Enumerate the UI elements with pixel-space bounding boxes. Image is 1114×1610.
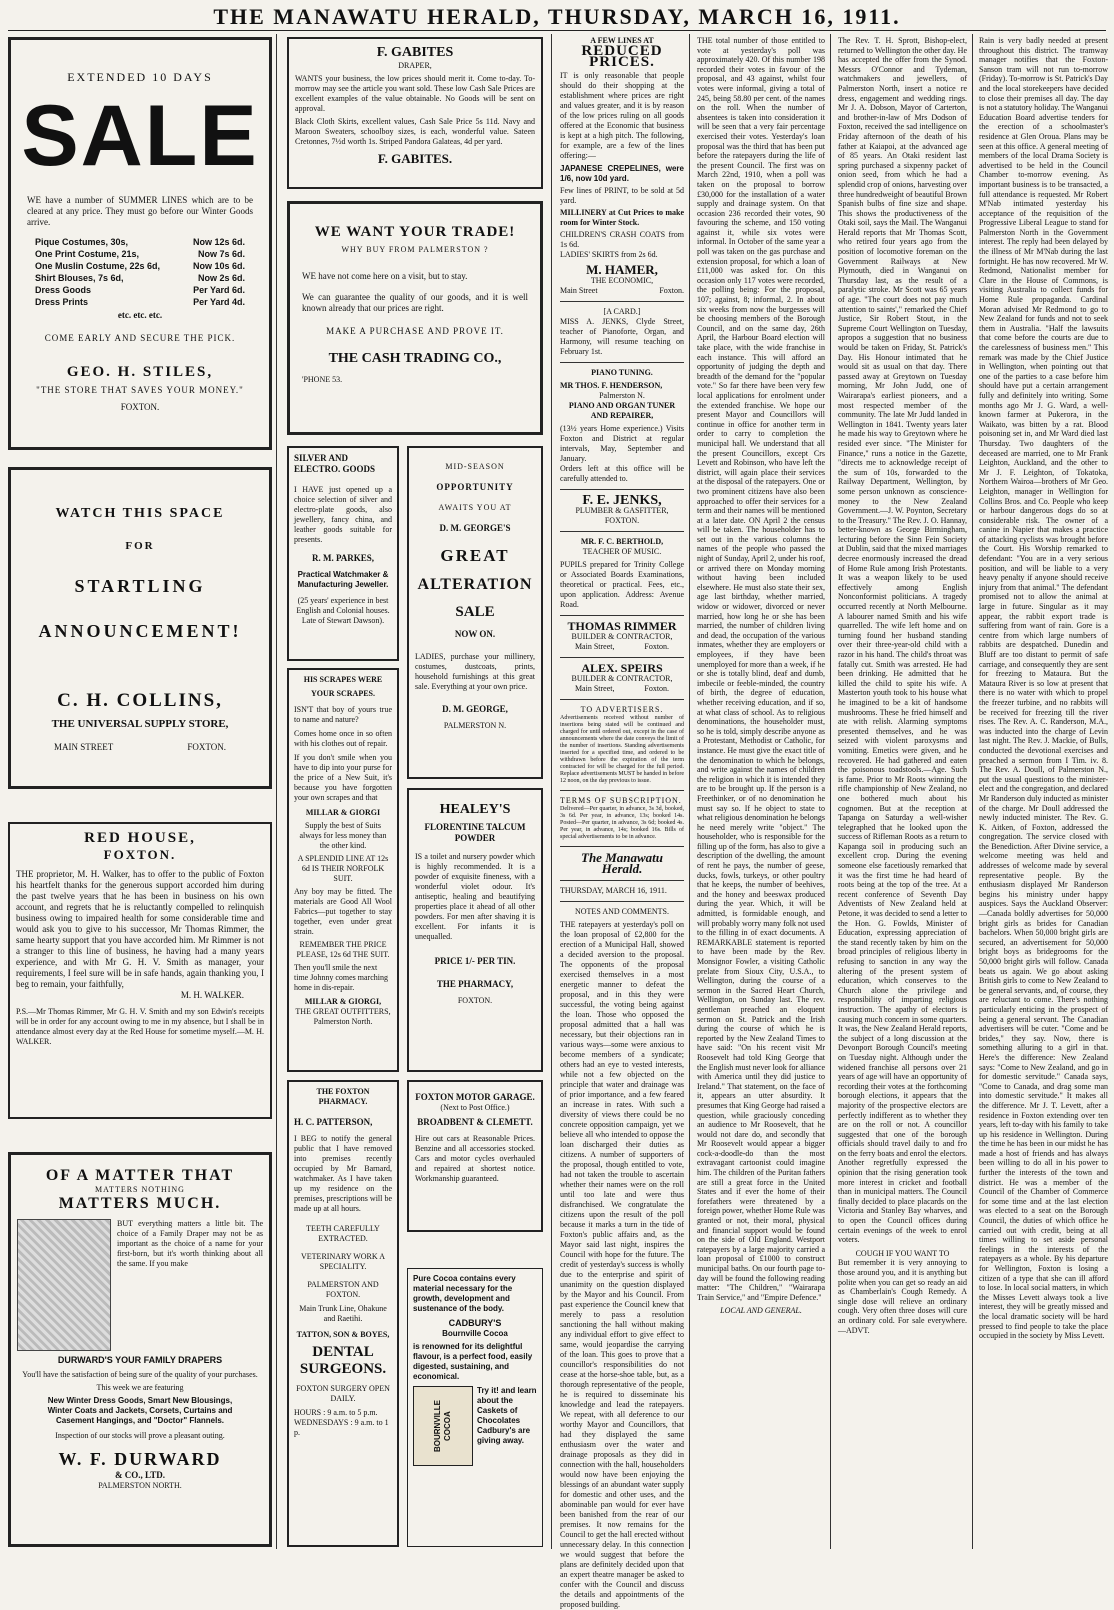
red-house-town: FOXTON. [103, 847, 177, 862]
masthead: THE MANAWATU HERALD, THURSDAY, MARCH 16, 1911. [213, 4, 901, 29]
speirs-street: Main Street, [574, 684, 615, 694]
millar-then: Then you'll smile the next time Johnny comes marching home in dis-repair. [294, 963, 388, 992]
george-alteration: ALTERATION [417, 576, 533, 593]
george-opp: OPPORTUNITY [436, 482, 514, 492]
price-row [35, 296, 245, 308]
millar-body2: Comes home once in so often with his clothes out of repair. [294, 729, 392, 748]
durward-featuring: This week we are featuring [96, 1383, 184, 1392]
gabites-name: F. GABITES [376, 45, 454, 60]
column-divider [551, 34, 552, 1549]
george-town: PALMERSTON N. [443, 721, 507, 730]
speirs-address [560, 684, 684, 694]
piano-title: PIANO TUNING. [591, 367, 653, 377]
cash-name: THE CASH TRADING CO., [328, 351, 502, 366]
paper-nameplate: The Manawatu Herald. [581, 850, 663, 877]
rimmer-address [560, 642, 684, 652]
red-house-ps: P.S.—Mr Thomas Rimmer, Mr G. H. V. Smith and my son Edwin's receipts will be in order for any account owing to me in my absence, but I shall be in attendance almost every day at the Red House for sometime myself.—M. H. WALKER. [16, 1007, 264, 1046]
separator [560, 657, 684, 658]
speirs-name: ALEX. SPEIRS [581, 661, 663, 676]
hamer-town: Foxton. [659, 285, 684, 295]
separator [560, 790, 684, 791]
separator [560, 531, 684, 532]
collins-for: FOR [125, 540, 155, 552]
durward-goods: New Winter Dress Goods, Smart New Blousings, Winter Coats and Jackets, Corsets, Curtains and Casement Hangings, and "Doctor" Flannels. [47, 1396, 233, 1425]
hamer-address [560, 286, 684, 296]
millar-name2: MILLAR & GIORGI, [304, 997, 382, 1006]
separator [560, 846, 684, 847]
collins-announcement: ANNOUNCEMENT! [38, 621, 242, 641]
motor-next: (Next to Post Office.) [440, 1103, 510, 1112]
parkes-trade: Practical Watchmaker & Manufacturing Jeweller. [297, 570, 389, 589]
george-now: NOW ON. [454, 629, 496, 639]
dental-name: TATTON, SON & BOYES, [296, 1330, 390, 1339]
cash-phone: 'PHONE 53. [302, 375, 343, 384]
reduced-print: Few lines of PRINT, to be sold at 5d yard. [560, 186, 684, 206]
item-name: Dress Goods [35, 285, 92, 295]
piano-orders: Orders left at this office will be carefully attended to. [560, 463, 684, 483]
piano-name: MR THOS. F. HENDERSON, [560, 380, 663, 390]
healey-pharm: THE PHARMACY, [436, 979, 514, 989]
item-name: Dress Prints [35, 297, 89, 307]
durward-body: BUT everything matters a little bit. The choice of a Family Draper may not be as important as the choice of a name for your first-born, but it's worth thinking about all the same. If you make [117, 1219, 263, 1268]
dental-teeth: TEETH CAREFULLY EXTRACTED. [306, 1224, 380, 1243]
millar-body: ISN'T that boy of yours true to name and nature? [294, 705, 392, 724]
healey-sub: FLORENTINE TALCUM POWDER [424, 822, 526, 843]
gabites-trade: DRAPER, [398, 61, 432, 70]
cough-heading: COUGH IF YOU WANT TO [855, 1248, 950, 1258]
price-row [35, 272, 245, 284]
item-price: Now 2s 6d. [197, 273, 245, 283]
parkes-title: SILVER AND ELECTRO. GOODS [294, 453, 376, 474]
reduced-title: REDUCED PRICES. [581, 43, 663, 71]
collins-street: MAIN STREET [54, 742, 114, 752]
cash-body: WE have not come here on a visit, but to stay. [302, 271, 468, 281]
collins-watch: WATCH THIS SPACE [55, 506, 225, 521]
rimmer-trade: BUILDER & CONTRACTOR, [571, 632, 673, 642]
column-5 [838, 36, 967, 1548]
millar-remember: REMEMBER THE PRICE PLEASE, 12s 6d THE SUIT. [296, 940, 390, 959]
dental-surgeons: SURGEONS. [299, 1361, 387, 1377]
collins-address [17, 742, 263, 753]
ad-healey [407, 788, 543, 1072]
cash-make: MAKE A PURCHASE AND PROVE IT. [326, 326, 504, 336]
cash-title: WE WANT YOUR TRADE! [314, 224, 516, 240]
hamer-economic: THE ECONOMIC, [590, 275, 654, 285]
advertisers-body: Advertisements received without number of insertions being stated will be continued and charged for until ordered out, except in the case of announcements where the date conveys the limit of the number of insertions. Standing advertisements inserted for a specified time, and ordered to be withdrawn before the expiration of the term contracted for will be charged for the full period. Replace advertisements MUST be handed in before 12 noon, on the day previous to issue. [560, 715, 684, 785]
millar-body3: If you don't smile when you have to dip into your purse for the price of a New Suit, it's because you have forgotten your own scrapes and that [294, 753, 392, 802]
separator [560, 901, 684, 902]
durward-family: DURWARD'S YOUR FAMILY DRAPERS [57, 1355, 223, 1365]
berthold-name: MR. F. C. BERTHOLD, [580, 536, 664, 546]
price-row [35, 248, 245, 260]
millar-town: Palmerston North. [313, 1017, 373, 1026]
ad-patterson-dental [287, 1080, 399, 1547]
ad-cadbury [407, 1268, 543, 1547]
item-name: One Muslin Costume, 22s 6d, [35, 261, 161, 271]
piano-town: Palmerston N. [599, 390, 645, 400]
cocoa-tin-illustration [413, 1386, 473, 1466]
cadbury-renowned: is renowned for its delightful flavour, is a perfect food, easily digested, sustaining, and economical. [413, 1342, 533, 1381]
george-name: D. M. GEORGE, [442, 704, 508, 714]
column-divider [276, 34, 277, 1549]
paper-date: THURSDAY, MARCH 16, 1911. [560, 885, 667, 895]
durward-town: PALMERSTON NORTH. [98, 1481, 182, 1490]
sale-heading: SALE [21, 88, 259, 184]
dental-wed: WEDNESDAYS : 9 a.m. to 1 p. [294, 1418, 389, 1437]
ad-motor-garage [407, 1080, 543, 1232]
motor-body: Hire out cars at Reasonable Prices. Benzine and all accessories stocked. Cars and motor cycles overhauled and repaired at shortest notice. Workmanship guaranteed. [415, 1134, 535, 1183]
collins-startling: STARTLING [74, 576, 206, 596]
separator [560, 362, 684, 363]
millar-title: HIS SCRAPES WERE [303, 675, 383, 684]
ad-cash-trading [287, 201, 543, 435]
millar-any: Any boy may be fitted. The materials are Good All Wool Fabrics—put together to stay together, even under great strain. [294, 887, 392, 936]
collins-name: C. H. COLLINS, [57, 690, 223, 711]
separator [560, 301, 684, 302]
notes-heading: NOTES AND COMMENTS. [574, 906, 669, 916]
cadbury-bottom [413, 1386, 537, 1466]
stiles-intro: WE have a number of SUMMER LINES which are to be cleared at any price. They must go before our Winter Goods arrive. [27, 195, 253, 227]
red-house-title: RED HOUSE, [84, 830, 196, 846]
dental-vet: VETERINARY WORK A SPECIALITY. [301, 1252, 385, 1271]
speirs-town: Foxton. [644, 684, 670, 694]
item-name: One Print Costume, 21s, [35, 249, 140, 259]
cadbury-try: Try it! and learn about the Caskets of Chocolates Cadbury's are giving away. [477, 1386, 537, 1445]
column-4-text: THE total number of those entitled to vote at yesterday's poll was approximately 420. Of this number 198 recorded their votes in favour of the proposal, and 43 against, whilst four votes were informal, giving a total of 245, being 58.80 per cent. of the names on the roll. When the number of absentees is taken into consideration it will be seen that a very fair percentage exercised their votes. Yesterday's loan proposal was the third that has been put before the ratepayers during the life of the present Council. The first was on March 22nd, 1910, when a poll was taken on the proposal to borrow £30,000 for the installation of a water supply and drainage system. On that occasion 236 recorded their votes, 90 favouring the scheme, and 150 voting against it, while six votes were informal. In October of the same year a poll was taken on the gas purchase and extension proposal, for which a loan of £11,000 was asked for. On this occasion only 117 votes were recorded, the polling being: For the proposal, 107; against, 8; informal, 2. In about six weeks from now the burgesses will be choosing members of the Borough Council, and on the same day, 26th April, the Harbour Board election will take place, with the wide franchise in each instance. This will afford an opportunity of judging the depth and breadth of the demand for the "popular vote." So far there have been very few local applications for enrolment under the extended franchise. We hope our present Mayor and Councillors will continue in office for another term in order to carry to completion the municipal hall. We understand that all the present Councillors, except Crs Levett and Robinson, who have left the district, will again place their services at the disposal of the ratepayers. One or two prominent citizens have also been approached to offer their services for a term and their names will be mentioned at a later date. ON April 2 the census will be taken. The householder has to set out in the various columns the names of the people who passed the night of Sunday, April 2, under his roof, or arrived there on Monday morning without having been included elsewhere. He must also state their sex, age last birthday, whether married, widow or widower, divorced or never married, how long he or she has been married, the number of children living and dead, the occupation of the various inmates, whether they are employers or employees, if they have been unemployed for more than a week, if he or she is totally blind, deaf and dumb, imbecile or feeble-minded, the country of birth, the degree of education, whether receiving education, and if so, at what class of school. As to religious denominations, the householder must, so he is told, simply describe anyone as a Protestant, Methodist or Catholic, for instance. He must give the exact title of the denomination to which he belongs, and write against the names of children the religion in which it is intended they are to be brought up. If the person is a Freethinker, or of no denomination he must say so. If he object to state to what religious denomination he belongs he need merely write "object." The householder, who is responsible for the filling up of the form, has also to give a description of the dwelling, the amount of rent he pays, the number of geese, ducks, fowls, turkeys, or other poultry that he keeps, the number of beehives, and the honey and beeswax produced during the year. Which, it will be admitted, is formidable enough, and will probably worry many folk not used to the filling in of exact documents. A REMARKABLE statement is reported to have been made by the Rev. Monsignor Fowler, a visiting Catholic prelate from Sioux City, U.S.A., to Wellington, during the course of a sermon in the Sacred Heart Church, Wellington, on Sunday last. The rev. gentleman preached an eloquent sermon on St. Patrick and the Irish during the course of which he is reported by the New Zealand Times to have said: "On his recent visit Mr Roosevelt had told King George that the English must never look for alliance with America until they did justice to Ireland." That statement, on the face of it, appears an utter absurdity. It presumes that King George had raised a question, while graciously conceding an audience to Mr Roosevelt, that he would not dare do, and secondly that Mr Roosevelt would appear a bigger cock-a-doodle-do than the most extravagant cartoonist could imagine him. The children of the Puritan fathers are still a great force in the United States and if ever the home of their forefathers were threatened by a foreign power, whether Home Rule was granted or not, their moral, physical and financial support would be found on the side of Old England. Westport ratepayers by a large majority carried a loan proposal of £1000 to construct municipal baths. On our fourth page to-day will be found the following reading matter: "The Children," "Wairarapa Train Service," and "Empire Defence." [697, 36, 825, 1302]
ad-parkes [287, 446, 399, 661]
tin-label: BOURNVILLE COCOA [433, 1400, 452, 1452]
stiles-come-early: COME EARLY AND SECURE THE PICK. [44, 333, 236, 343]
gabites-sign: F. GABITES. [377, 151, 453, 166]
extended-heading: EXTENDED 10 DAYS [67, 70, 213, 84]
speirs-trade: BUILDER & CONTRACTOR, [571, 674, 673, 684]
subscription-title: TERMS OF SUBSCRIPTION. [560, 796, 682, 806]
cadbury-name: CADBURY'S [448, 1318, 502, 1328]
reduced-crep: JAPANESE CREPELINES, were 1/6, now 10d yard. [560, 164, 684, 184]
fejenks-name: F. E. JENKS, [582, 492, 662, 508]
george-sale: SALE [455, 604, 495, 620]
gabites-body2: Black Cloth Skirts, excellent values, Cash Sale Price 5s 11d. Navy and Maroon Sweaters, schoolboy sizes, is each, wonderful value. Sateen Cretonnes, 7½d worth 1s. Striped Pandora Galateas, 4d per yard. [295, 117, 535, 146]
cadbury-bourn: Bournville Cocoa [442, 1329, 508, 1338]
item-price: Per Yard 6d. [193, 285, 245, 295]
separator [560, 489, 684, 490]
reduced-few: A FEW LINES AT [590, 36, 654, 45]
rimmer-town: Foxton. [644, 642, 670, 652]
item-price: Now 10s 6d. [192, 261, 245, 271]
healey-price: PRICE 1/- PER TIN. [434, 956, 516, 966]
patterson-pharm: THE FOXTON PHARMACY. [316, 1087, 370, 1106]
durward-title: OF A MATTER THAT [45, 1167, 235, 1184]
berthold-trade: TEACHER OF MUSIC. [582, 546, 662, 556]
motor-name: BROADBENT & CLEMETT. [417, 1117, 533, 1127]
column-divider [972, 34, 973, 1549]
dental-open: FOXTON SURGERY OPEN DAILY. [296, 1384, 390, 1403]
stiles-name: GEO. H. STILES, [66, 364, 214, 380]
subscription-body: Delivered—Per quarter, in advance, 3s 3d, booked, 3s 6d. Per year, in advance, 13s; booked 14s. Posted—Per quarter, in advance, 3s 6d; booked 4s. Per year, in advance, 14s; booked 16s. Bills of special advertisements to be in advance. [560, 806, 684, 841]
column-divider [689, 34, 690, 1549]
collins-store: THE UNIVERSAL SUPPLY STORE, [51, 718, 229, 730]
healey-title: HEALEY'S [439, 802, 511, 817]
berthold-body: PUPILS prepared for Trinity College or Associated Boards Examinations, theoretical or practical. Fees, etc., upon application. Address: Avenue Road. [560, 559, 684, 609]
dental-hours: HOURS : 9 a.m. to 5 p.m. [294, 1408, 378, 1417]
collins-town: FOXTON. [187, 742, 226, 752]
item-name: Pique Costumes, 30s, [35, 237, 129, 247]
item-price: Now 7s 6d. [197, 249, 245, 259]
column-3 [560, 36, 684, 1609]
ad-red-house [8, 822, 272, 1119]
rimmer-name: THOMAS RIMMER [567, 618, 677, 633]
dental-line: Main Trunk Line, Ohakune and Raetihi. [299, 1304, 387, 1323]
parkes-body: I HAVE just opened up a choice selection of silver and electro-plate goods, also jewellery, fancy china, and leather goods suitable for presents. [294, 485, 392, 544]
piano-body: (13½ years Home experience.) Visits Foxton and District at regular intervals, May, September and January. [560, 423, 684, 463]
fejenks-trade: PLUMBER & GASFITTER, [575, 505, 669, 515]
stiles-slogan: "THE STORE THAT SAVES YOUR MONEY." [36, 385, 244, 395]
george-body: LADIES, purchase your millinery, costumes, dustcoats, prints, household furnishings at this great sale. Everything at your own price. [415, 652, 535, 691]
red-house-body: THE proprietor, M. H. Walker, has to offer to the public of Foxton his heartfelt thanks for the generous support accorded him during the past twelve years that he has been in business on his own account, and regrets that he is reluctantly compelled to relinquish business owing to impaired health for some considerable time and would ask you to give to his successor, Mr Thomas Rimmer, the same hearty support that you have accorded him. Mr Rimmer is not a stranger to this line of business, he having had a many years experience, and with Mr G. H. V. Smith as manager, your requirements, I feel sure will be in safe hands, again thanking you, I beg to remain, your faithfully, [16, 869, 264, 989]
reduced-mill: MILLINERY at Cut Prices to make room for Winter Stock. [560, 208, 684, 228]
reduced-ladies: LADIES' SKIRTS from 2s 6d. [560, 250, 658, 260]
durward-sub: MATTERS NOTHING [95, 1185, 185, 1194]
healey-body: IS a toilet and nursery powder which is highly recommended. It is a powder of exquisite fineness, with a wonderful violet odour. It's antiseptic, healing and beautifying properties place it ahead of all other powders. For men after shaving it is excellent. For infants it is unequalled. [415, 852, 535, 941]
jenks-card-body: MISS A. JENKS, Clyde Street, teacher of Pianoforte, Organ, and Harmony, will resume teaching on February 1st. [560, 316, 684, 356]
jenks-card-label: [A CARD.] [603, 306, 641, 316]
cash-sub: WHY BUY FROM PALMERSTON ? [341, 245, 489, 254]
motor-title: FOXTON MOTOR GARAGE. [415, 1092, 535, 1102]
column-5-text: The Rev. T. H. Sprott, Bishop-elect, returned to Wellington the other day. He has accepted the offer from the Synod. Messrs O'Connor and Tydeman, watchmakers and jewellers, of Palmerston North, insert a notice re dress, engagement and wedding rings. Mr J. A. Dobson, Mayor of Carterton, and brother-in-law of Mrs Dodson of Foxton, received the sad intelligence on Friday afternoon of the death of his father at Kaiapoi, at the advanced age of 85 years. An Otaki resident last spring purchased a sixpenny packet of onion seed, from which he had a splendid crop of onions, harvesting over three hundredweight of beautiful Brown Spanish bulbs of fine size and shape. This shows the productiveness of the Otaki soil, says the Mail. The Wanganui Herald reports that Mr Thomas Scott, who retired four years ago from the position of locomotive foreman on the Government Railways at New Plymouth, died in Wanganui on Thursday last, as the result of a paralytic stroke. Mr Scott was 65 years of age. "The court does not pay much attention to saints'," remarked the Chief Justice, Sir Robert Stout, in the Supreme Court Wellington on Tuesday, apropos a suggestion that no business would be taken on Friday, St. Patrick's Day. His Honour intimated that he would sit as usual on that day. There passed away at Greytown on Tuesday morning, Mr John Judd, one of Wairarapa's earliest pioneers, and a most respected member of the community. The late Mr Judd landed in Wellington in 1841. Twenty years later he made his way to Greytown where he resided ever since. "The Minister for Finance," runs a notice in the Gazette, "directs me to acknowledge receipt of the sum of 10s, forwarded to the Railway Department, Wellington, by some person unknown as conscience-money to the New Zealand Government.—J. W. Poynton, Secretary to the Treasury." The Rev. J. O. Hannay, better-known as George Birmingham, lecturing before the Sinn Fein Society at Dublin, said that the mixed marriages decree enormously increased the dread of Home Rule among Irish Protestants. It was a weapon likely to be used effectively among English Nonconformist politicians. A tragedy occurred recently at North Melbourne. A labourer named Smith and his wife quarrelled. The wife left home and on turning found her husband standing over their three-year-old child with a razor in his hand. The child's throat was fatally cut. Smith was arrested. He had been drinking. He admitted that he killed the child to spite his wife. A Masterton youth took to his house what he imagined to be a kit of handsome mushrooms. These he fried himself and ate with relish. Alarming symptoms presented themselves, and he was seized with violent paroxysms and vomiting. Emetics were given, and he recovered. He had gathered and eaten the poisonous toadstools.—Age. Such is fame. Prior to Mr Roots winning the rifle championship of New Zealand, no one bothered much about his cognomen. But at the reception at Tapanga on Saturday a well-wisher telegraphed that he looked upon the success of Rifleman Roots as a return to Kapanga soil in producing such an excellent crop. During the evening someone else facetiously remarked that it was the first time he had heard of roots being at the top of the tree. At a recent conference of Seventh Day Adventists of New Zealand held at Petone, it was decided to send a letter to the Hon. G. Fowlds, Minister of Education, expressing appreciation of the stand recently taken by him on the broad principles of religious liberty in refusing to sanction in any way the altering of the present system of education, which conserves to the Church alone the privilege and responsibility of imparting religious instruction. The apathy of electors is causing much concern in some quarters. It was, the New Zealand Herald reports, the subject of a long discussion at the Devonport Borough Council's meeting on Tuesday night. Although under the widened franchise all persons over 21 years of age will have an opportunity of recording their votes at the forthcoming borough elections, it appears that the majority of the prospective electors are perfectly indifferent as to whether they are on the roll or not. A councillor suggested that one of the borough officials should travel daily to and fro on the ferry boats and enrol the electors. Another regretfully expressed the opinion that the rising generation took more interest in cricket and football than in municipal matters. The Council finally decided to place placards on the Victoria and Stanley Bay wharves, and to open the Council offices during certain evenings of the week to enrol voters. [838, 36, 967, 1245]
piano-trade: PIANO AND ORGAN TUNER AND REPAIRER, [568, 400, 676, 420]
price-row [35, 284, 245, 296]
durward-inspect: Inspection of our stocks will prove a pleasant outing. [55, 1431, 225, 1440]
local-general-heading: LOCAL AND GENERAL. [720, 1306, 802, 1316]
george-mid: MID-SEASON [445, 462, 505, 471]
price-row [35, 236, 245, 248]
advertisers-title: TO ADVERTISERS. [580, 705, 664, 715]
millar-outfit: THE GREAT OUTFITTERS, [295, 1007, 391, 1016]
millar-title2: YOUR SCRAPES. [310, 689, 375, 698]
stiles-etc: etc. etc. etc. [117, 310, 163, 320]
healey-town: FOXTON. [457, 996, 493, 1005]
george-dm: D. M. GEORGE'S [439, 523, 511, 533]
millar-name: MILLAR & GIORGI [305, 808, 381, 817]
durward-name: W. F. DURWARD [58, 1449, 222, 1469]
patterson-name: H. C. PATTERSON, [294, 1117, 373, 1127]
durward-body2: You'll have the satisfaction of being sure of the quality of your purchases. [22, 1370, 258, 1379]
ad-millar-giorgi [287, 668, 399, 1072]
column-divider [830, 34, 831, 1549]
parkes-exp: (25 years' experience in best English and Colonial houses. Late of Stewart Dawson). [296, 596, 390, 625]
item-price: Per Yard 4d. [193, 297, 245, 307]
ad-george [407, 446, 543, 779]
hamer-name: M. HAMER, [586, 262, 658, 278]
ad-durward [8, 1152, 272, 1547]
durward-title2: MATTERS MUCH. [58, 1195, 222, 1212]
dental-title: DENTAL [312, 1344, 374, 1360]
millar-splendid: A SPLENDID LINE AT 12s 6d IS THEIR NORFOLK SUIT. [297, 854, 389, 883]
item-price: Now 12s 6d. [192, 237, 245, 247]
parkes-name: R. M. PARKES, [311, 553, 375, 563]
stiles-town: FOXTON. [120, 402, 160, 412]
separator [560, 615, 684, 616]
reduced-childs: CHILDREN'S CRASH COATS from 1s 6d. [560, 230, 684, 250]
column-6 [979, 36, 1108, 1548]
fejenks-town: FOXTON. [604, 515, 640, 525]
column-6-text: Rain is very badly needed at present throughout this district. The tramway manager notifies that the Foxton-Sanson tram will not run to-morrow (Friday). To-morrow is St. Patrick's Day and the local storekeepers have decided to close their premises all day. The day is not a statutory holiday. The Wanganui Education Board advertise tenders for the erection of a schoolmaster's residence at Glen Oroua. Plans may be seen at this office. A general meeting of members of the local Drama Society is advertised to be held in the Council Chamber to-morrow evening. As important business is to be transacted, a full attendance is requested. Mr Robert M'Nab intimated yesterday his acceptance of the requisition of the Progressive Liberal League to stand for Palmerston North in the Government interest. The reply had been delayed by the illness of Mr M'Nab during the last fortnight. He has now recovered. Mr W. Redmond, Nationalist member for Clare in the House of Commons, is visiting Australia to collect funds for Home Rule propaganda. Cardinal Moran advised Mr Redmond to go to New Zealand for funds and not to seek them in Australia. "Half the lawsuits that come before the courts are due to the carelessness of business men." This remark was made by the Chief Justice in Wellington, when pointing out that one of the parties to a case before him should have put a certain arrangement fully and definitely into writing. Some months ago Mr J. G. Ward, a well-known farmer at Pukerora, in the Waikato, was bitten by a rat. Blood poisoning set in, and Mr Ward died last Thursday. Two daughters of the deceased are married, one to Mr Frank Leighton, Auckland, and the other to Mr J. F. Leighton, of Tokatoka, Northern Wairoa—brothers of Mr Geo. Leighton, manager in Wellington for Collins Bros. and Co. People who keep or harbour dangerous dogs do so at considerable risk. The owner of a canine in Napier that makes a practice of attacking cyclists was brought before the Court. His Worship remarked to defendant: "You are in a very serious position, and will be liable to a very heavy penalty if anyone should receive injury from that animal." The defendant promised not to allow the animal at large in future. Singular as it may appear, the rabbit export trade is suffering from want of rain. Gore is a centre from which large numbers of rabbits are despatched. Dunedin and Bluff are too distant to permit of safe carriage, and consequently they are sent for freezing to Mataura. But the Mataura River is so low at present that there is no water with which to propel the freezer turbine, and no rabbits will be received for freezing till the river rises. The Rev. A. C. Randerson, M.A., was inducted into the charge of Levin last night. The Rev. J. Mackie, of Bulls, conducted the devotional exercises and preached a sermon from I Tim. iv. 8. The Rev. A. Doull, of Palmerston N., put the usual questions to the minister-elect and the congregation, and declared Mr Randerson duly inducted as minister of the charge. Mr Doull addressed the newly inducted minister. The Rev. G. K. Aitken, of Foxton, addressed the congregation. The service closed with the Benediction. After Divine service, a welcome meeting was held and addresses of welcome made by several representative people. By the enthusiasm displayed Mr Randerson begins his ministry under happy auspices. Says the Auckland Observer:—Canada boldly advertises for 50,000 bright girls as brides for Canadian bachelors. When 50,000 bright girls are secured, an advertisement for 50,000 bright boys as bridegrooms for the 50,000 bright girls will follow. Canada beats us again. We go about asking British girls to come to New Zealand to be general servants, and, of course, they are reluctant to come. There's nothing particularly enticing in the prospect of being a general servant. The Canadian advertisers will be cuter. "Come and be brides," they say. Now, there is something alluring to a girl in that. Here's the difference: New Zealand says: "Come to New Zealand, and go in for domestic servitude." Canada says, "Come to Canada, and drag some man into domestic servitude." It makes all the difference. Mr J. T. Levett, after a residence in Foxton extending over ten years, left to-day with his family to take up his residence in Wellington. During the time he has been in our midst he has made a host of friends and has always been willing to do all in his power to further the interests of the town and district. He was a member of the Council of the Chamber of Commerce for some time and at the last election was elected to a seat on the Borough Council, the duties of which office he carried out with credit, being at all times willing to set aside personal feelings in the interests of the ratepayers as a whole. By his departure for Wellington, Foxton is losing a citizen of a type that she can ill afford to lose. In local social matters, in which the Misses Levett always took a live interest, they will be greatly missed and the local dramatic society will be hard pressed to find people to take the place occupied in the society by Miss Levett. [979, 36, 1108, 1341]
masthead-rule [8, 30, 1106, 31]
rimmer-street: Main Street, [574, 642, 615, 652]
notes-article: THE ratepayers at yesterday's poll on the loan proposal of £2,800 for the erection of a Municipal Hall, showed a decided aversion to the proposal. The opponents of the proposal exercised themselves in a most energetic manner to defeat the proposal, and in this they were successful, the voting being against the loan. Those who opposed the proposal admitted that a hall was necessary, but their objections ran in various ways—some were anxious to become members of a syndicate; others had an eye to vested interests, while not a few objected on the principle that water and drainage was of prior importance, and a few feared an increase in rates. With such a diversity of views there could be no concrete opposition campaign, yet we believe all who intended to oppose the loan discharged their duties as citizens. A number of supporters of the proposal, though entitled to vote, had not taken the trouble to ascertain whether their names were on the roll until too late and were thus disfranchised. We congratulate the citizens upon the result of the poll because it marks a turn in the tide of Foxton's public affairs and, as the Mayor said last night, inspires the Council with hope for the future. The credit of yesterday's success is wholly due to the enterprise and spirit of unanimity on the question displayed by the Mayor and his Council. From past experience the Council knew that merely to pass a resolution sanctioning the hall without making any individual effort to give effect to same, would jeopardise the carrying of the loan. This goes to prove that a councillor's responsibilities do not cease at the horse-shoe table, but, as a thorough representative of the people, he is required to disseminate his knowledge and lead the ratepayers. We repeat, with all deference to our worthy Mayor and Councillors, that had they displayed the same enthusiasm over the water and drainage proposals as they did in connection with the hall, householders would now have been enjoying the blessings of an abundant water supply for domestic and other uses, and the abominable pan would for ever have been banished from the rear of our premises. It now remains for the Council to get the hall erected without unnecessary delay. In this connection we would suggest that before the plans are definitely decided upon that an expert theatre manager be asked to confer with the Council and discuss the details and appointments of the proposed building. [560, 919, 684, 1609]
price-row [35, 260, 245, 272]
gabites-body: WANTS your business, the low prices should merit it. Come to-day. To-morrow may see the article you want sold. These low Cash Sale Prices are excellent examples of the value obtainable. No Goods will be sent on approval. [295, 74, 535, 113]
durward-top [17, 1219, 263, 1351]
separator [560, 880, 684, 881]
millar-supply: Supply the best of Suits always for less money than the other kind. [299, 821, 387, 850]
dental-places: PALMERSTON AND FOXTON. [307, 1280, 379, 1299]
hamer-street: Main Street [560, 285, 598, 295]
reduced-body: IT is only reasonable that people should do their shopping at the establishment where prices are right and values greater, and it is by reason of the low prices ruling on all goods offered at the Economic that business is kept at a high pitch. The following, for example, are a few of the lines offering:— [560, 71, 684, 161]
cadbury-pure: Pure Cocoa contains every material necessary for the growth, development and sustenance of the body. [413, 1274, 516, 1313]
ad-stiles-sale [8, 37, 272, 450]
george-great: GREAT [440, 546, 510, 565]
item-name: Shirt Blouses, 7s 6d, [35, 273, 124, 283]
cough-text: But remember it is very annoying to those around you, and it is anything but polite when you can get so ready an aid as Chamberlain's Cough Remedy. A single dose will relieve an ordinary cough. Very often three doses will cure an ordinary cold. For sale everywhere.—ADVT. [838, 1258, 967, 1335]
patterson-body: I BEG to notify the general public that I have removed into premises recently occupied by Mr Barnard, watchmaker. As I have taken up my residence on the premises, prescriptions will be made up at all hours. [294, 1134, 392, 1213]
durward-co: & CO., LTD. [115, 1470, 165, 1480]
red-house-signature: M. H. WALKER. [180, 990, 244, 1000]
woman-illustration [17, 1219, 111, 1351]
separator [560, 699, 684, 700]
cash-body2: We can guarantee the quality of our goods, and it is well known already that our prices are right. [302, 292, 528, 313]
george-awaits: AWAITS YOU AT [438, 503, 512, 512]
ad-collins [8, 467, 272, 789]
column-4 [697, 36, 825, 1548]
ad-gabites [287, 37, 543, 189]
stiles-price-list [35, 236, 245, 308]
